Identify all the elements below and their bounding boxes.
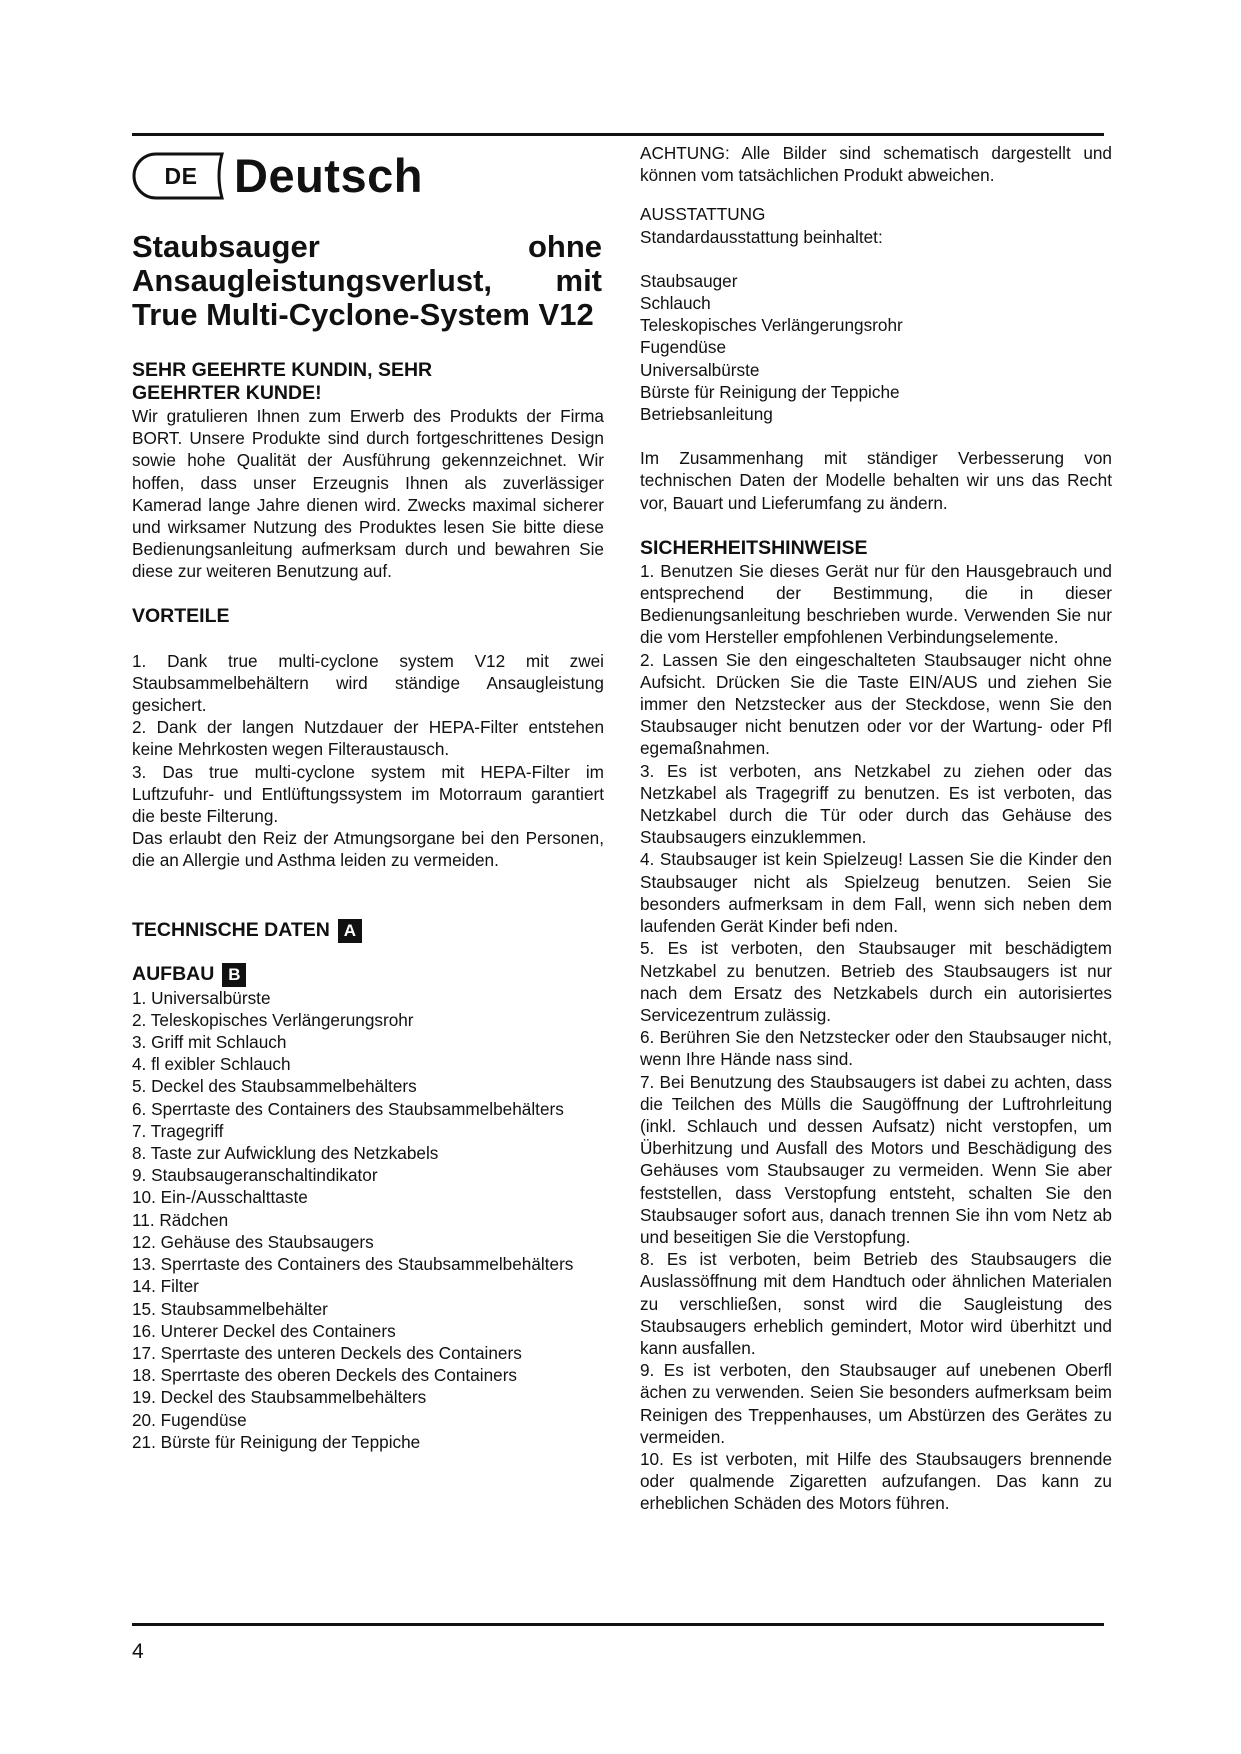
- list-item: 21. Bürste für Reinigung der Teppiche: [132, 1431, 421, 1452]
- list-item: 8. Taste zur Aufwicklung des Netzkabels: [132, 1143, 439, 1164]
- document-title: Staubsauger ohne Ansaugleistungsverlust, mit True Multi-Cyclone-System V12: [132, 229, 602, 332]
- list-item: 2. Teleskopisches Verlängerungsrohr: [132, 1009, 414, 1030]
- ausstattung-heading: AUSSTATTUNG: [640, 204, 766, 225]
- vorteile-item: 1. Dank true multi-cyclone system V12 mit zwei Staubsammelbehältern wird ständige Ansaugleistung gesichert.: [132, 650, 604, 716]
- ausstattung-note: Im Zusammenhang mit ständiger Verbesserung von technischen Daten der Modelle behalten wir uns das Recht vor, Bauart und Lieferumfang zu ändern.: [640, 448, 1112, 513]
- list-item: 4. Staubsauger ist kein Spielzeug! Lassen Sie die Kinder den Staubsauger nicht als Spielzeug benutzen. Seien Sie besonders aufmerksam in dem Fall, wenn sich neben dem laufenden Gerät Kinder befi nden.: [640, 849, 1112, 937]
- list-item: 20. Fugendüse: [132, 1409, 247, 1430]
- greeting-text: Wir gratulieren Ihnen zum Erwerb des Produkts der Firma BORT. Unsere Produkte sind durch fortgeschrittenes Design sowie hohe Qualität der Ausführung gekennzeichnet. Wir hoffen, dass unser Erzeugnis Ihnen als zuverlässiger Kamerad lange Jahre dienen wird. Zwecks maximal sicherer und wirksamer Nutzung des Produktes lesen Sie bitte diese Bedienungsanleitung aufmerksam durch und bewahren Sie diese zur weiteren Benutzung auf.: [132, 406, 604, 582]
- vorteile-item: Das erlaubt den Reiz der Atmungsorgane bei den Personen, die an Allergie und Asthma leiden zu vermeiden.: [132, 828, 604, 871]
- list-item: 12. Gehäuse des Staubsaugers: [132, 1231, 374, 1252]
- vorteile-item: 3. Das true multi-cyclone system mit HEPA-Filter im Luftzufuhr- und Entlüftungssystem im Motorraum garantiert die beste Filterung.: [132, 761, 604, 827]
- list-item: 5. Deckel des Staubsammelbehälters: [132, 1076, 417, 1097]
- vorteile-list: [132, 650, 604, 872]
- list-item: 18. Sperrtaste des oberen Deckels des Containers: [132, 1365, 518, 1386]
- list-item: Fugendüse: [640, 337, 727, 358]
- vorteile-item: 2. Dank der langen Nutzdauer der HEPA-Filter entstehen keine Mehrkosten wegen Filteraustausch.: [132, 717, 604, 760]
- list-item: 4. fl exibler Schlauch: [132, 1054, 291, 1075]
- aufbau-label: AUFBAU: [132, 963, 215, 986]
- list-item: 11. Rädchen: [132, 1209, 229, 1230]
- list-item: 6. Berühren Sie den Netzstecker oder den Staubsauger nicht, wenn Ihre Hände nass sind.: [640, 1027, 1112, 1070]
- list-item: 7. Tragegriff: [132, 1120, 224, 1141]
- technische-daten-label: TECHNISCHE DATEN: [132, 919, 330, 942]
- list-item: 8. Es ist verboten, beim Betrieb des Staubsaugers die Auslassöffnung mit dem Handtuch oder ähnlichen Materialen zu verschließen, sonst wird die Saugleistung des Staubsaugers erheblich gemindert, Motor wird überhitzt und kann ausfallen.: [640, 1249, 1112, 1358]
- ausstattung-list: [640, 270, 1112, 425]
- list-item: 14. Filter: [132, 1276, 199, 1297]
- list-item: 3. Griff mit Schlauch: [132, 1032, 287, 1053]
- list-item: 15. Staubsammelbehälter: [132, 1298, 328, 1319]
- left-column: [132, 146, 604, 1453]
- right-column: [640, 142, 1112, 1515]
- aufbau-heading: [132, 963, 604, 987]
- list-item: Schlauch: [640, 293, 711, 314]
- list-item: 19. Deckel des Staubsammelbehälters: [132, 1387, 427, 1408]
- sicherheitshinweise-list: [640, 560, 1112, 1515]
- figure-badge-a: A: [338, 919, 362, 943]
- list-item: 1. Benutzen Sie dieses Gerät nur für den Hausgebrauch und entsprechend der Bestimmung, die in dieser Bedienungsanleitung beschrieben wurde. Verwenden Sie nur die vom Hersteller empfohlenen Verbindungselemente.: [640, 560, 1112, 648]
- list-item: 10. Ein-/Ausschalttaste: [132, 1187, 308, 1208]
- page-number: 4: [132, 1640, 144, 1663]
- language-header: [132, 146, 604, 206]
- list-item: 3. Es ist verboten, ans Netzkabel zu ziehen oder das Netzkabel als Tragegriff zu benutzen. Es ist verboten, das Netzkabel durch die Tür oder durch das Gehäuse des Staubsaugers einzuklemmen.: [640, 760, 1112, 848]
- sicherheitshinweise-heading: SICHERHEITSHINWEISE: [640, 536, 868, 559]
- technische-daten-heading: [132, 919, 604, 943]
- list-item: 9. Staubsaugeranschaltindikator: [132, 1165, 378, 1186]
- language-name: Deutsch: [234, 148, 423, 202]
- language-code: DE: [164, 163, 198, 189]
- language-badge: [132, 152, 230, 200]
- list-item: 17. Sperrtaste des unteren Deckels des Containers: [132, 1342, 522, 1363]
- list-item: 2. Lassen Sie den eingeschalteten Staubsauger nicht ohne Aufsicht. Drücken Sie die Taste EIN/AUS und ziehen Sie immer den Netzstecker aus der Steckdose, wenn Sie den Staubsauger nicht benutzen oder vor der Wartung- oder Pfl egemaßnahmen.: [640, 649, 1112, 759]
- figure-badge-b: B: [222, 963, 246, 987]
- list-item: Betriebsanleitung: [640, 404, 773, 425]
- achtung-notice: ACHTUNG: Alle Bilder sind schematisch dargestellt und können vom tatsächlichen Produkt abweichen.: [640, 143, 1112, 186]
- list-item: 13. Sperrtaste des Containers des Staubsammelbehälters: [132, 1254, 574, 1275]
- vorteile-heading: VORTEILE: [132, 604, 230, 627]
- list-item: Teleskopisches Verlängerungsrohr: [640, 315, 903, 336]
- top-rule: [132, 133, 1104, 136]
- list-item: Staubsauger: [640, 270, 738, 291]
- list-item: Bürste für Reinigung der Teppiche: [640, 381, 900, 402]
- bottom-rule: [132, 1623, 1104, 1626]
- aufbau-list: [132, 987, 604, 1453]
- list-item: 16. Unterer Deckel des Containers: [132, 1320, 396, 1341]
- list-item: 1. Universalbürste: [132, 987, 271, 1008]
- list-item: 6. Sperrtaste des Containers des Staubsammelbehälters: [132, 1098, 564, 1119]
- greeting-heading: SEHR GEEHRTE KUNDIN, SEHR GEEHRTER KUNDE!: [132, 359, 433, 404]
- list-item: 10. Es ist verboten, mit Hilfe des Staubsaugers brennende oder qualmende Zigaretten aufzufangen. Das kann zu erheblichen Schäden des Motors führen.: [640, 1448, 1112, 1514]
- list-item: 7. Bei Benutzung des Staubsaugers ist dabei zu achten, dass die Teilchen des Mülls die Saugöffnung der Luftrohrleitung (inkl. Schlauch und dessen Aufsatz) nicht verstopfen, um Überhitzung und Ausfall des Motors und Beschädigung des Gehäuses vom Staubsauger zu vermeiden. Wenn Sie aber feststellen, dass Verstopfung entsteht, schalten Sie den Staubsauger sofort aus, danach trennen Sie ihn vom Netz ab und beseitigen Sie die Verstopfung.: [640, 1071, 1112, 1247]
- list-item: 9. Es ist verboten, den Staubsauger auf unebenen Oberfl ächen zu verwenden. Seien Sie besonders aufmerksam beim Reinigen des Treppenhauses, um Abstürzen des Gerätes zu vermeiden.: [640, 1360, 1112, 1447]
- ausstattung-intro: Standardausstattung beinhaltet:: [640, 226, 883, 247]
- list-item: Universalbürste: [640, 359, 760, 380]
- list-item: 5. Es ist verboten, den Staubsauger mit beschädigtem Netzkabel zu benutzen. Betrieb des Staubsaugers ist nur nach dem Ersatz des Netzkabels durch ein autorisiertes Servicezentrum zulässig.: [640, 938, 1112, 1025]
